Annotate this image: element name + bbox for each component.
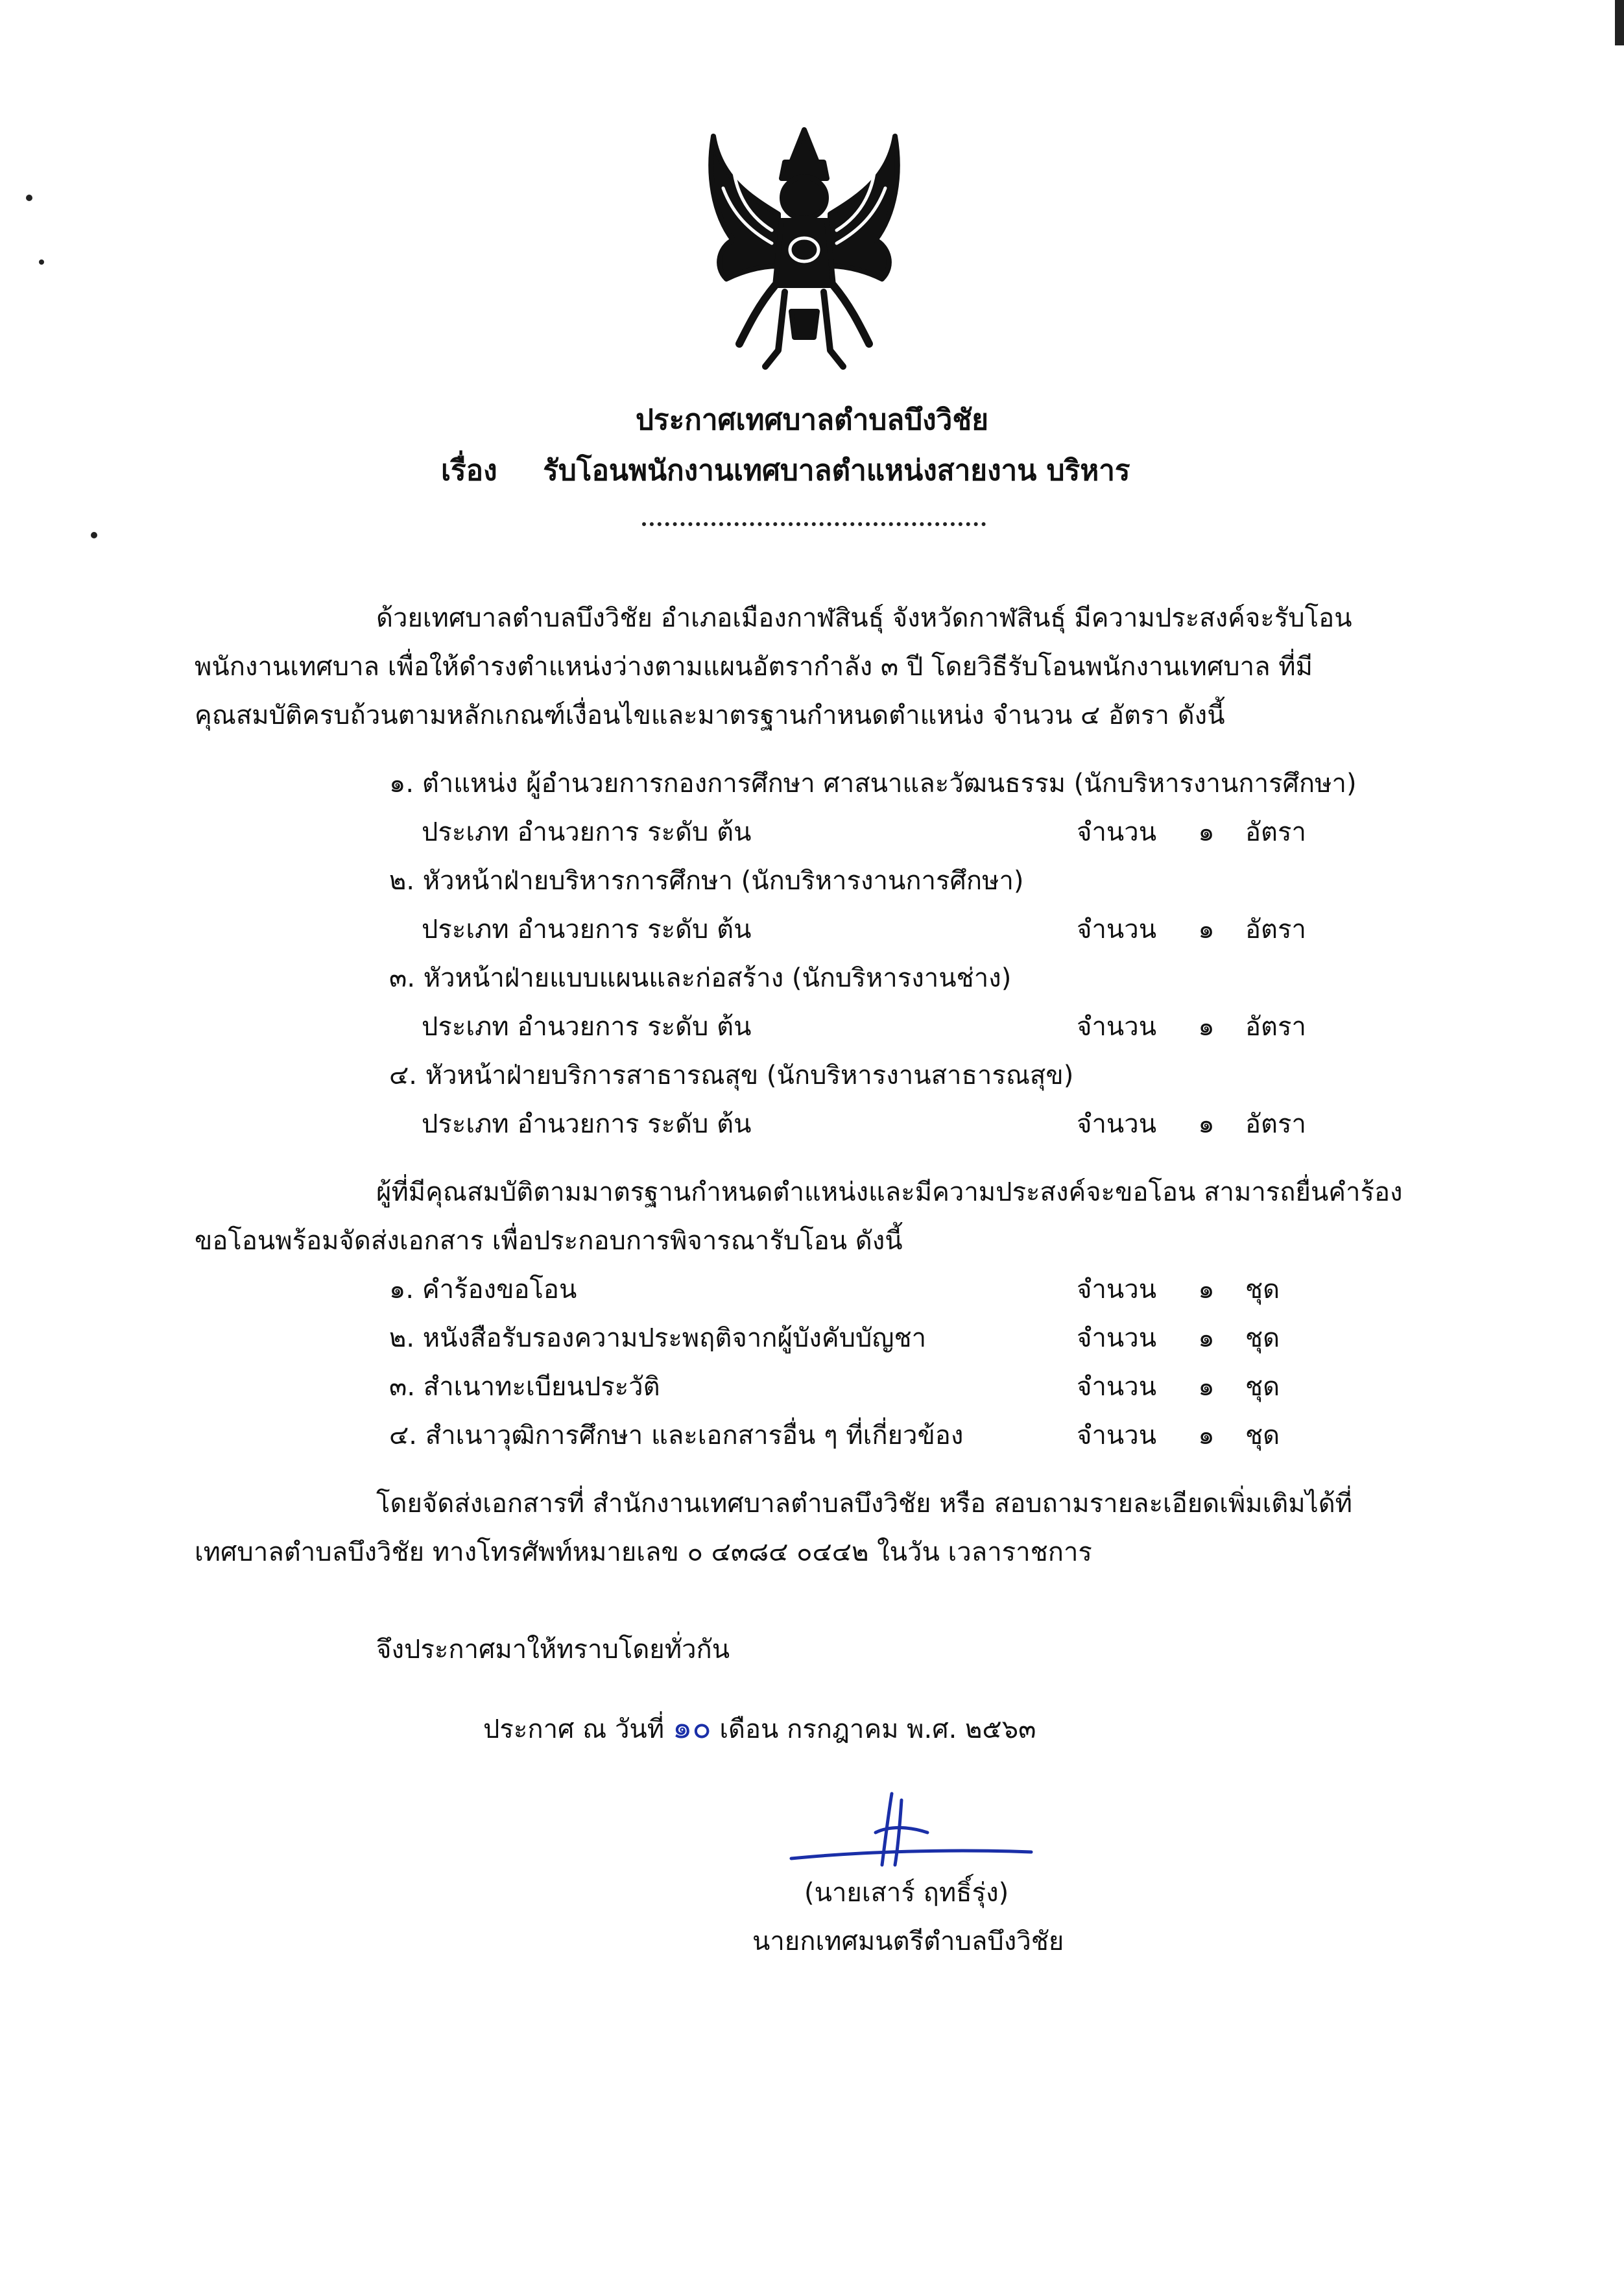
position-detail: ประเภท อำนวยการ ระดับ ต้น — [422, 1109, 752, 1139]
announcement-subject — [441, 448, 1130, 493]
signatory-position: นายกเทศมนตรีตำบลบึงวิชัย — [752, 1927, 1064, 1956]
title-divider — [642, 522, 986, 526]
date-day: ๑๐ — [672, 1709, 711, 1746]
announcement-title: ประกาศเทศบาลตำบลบึงวิชัย — [636, 403, 988, 437]
scan-speck — [39, 259, 44, 265]
intro-line-1: ด้วยเทศบาลตำบลบึงวิชัย อำเภอเมืองกาฬสินธุ์ จังหวัดกาฬสินธุ์ มีความประสงค์จะรับโอน — [376, 603, 1352, 633]
subject-text: รับโอนพนักงานเทศบาลตำแหน่งสายงาน บริหาร — [543, 454, 1130, 487]
closing-statement: จึงประกาศมาให้ทราบโดยทั่วกัน — [376, 1635, 730, 1665]
scan-speck — [91, 532, 97, 538]
document-item: ๒. หนังสือรับรองความประพฤติจากผู้บังคับบัญชา — [389, 1323, 927, 1353]
document-item: ๑. คำร้องขอโอน — [389, 1275, 577, 1305]
document-item: ๔. สำเนาวุฒิการศึกษา และเอกสารอื่น ๆ ที่เกี่ยวข้อง — [389, 1421, 964, 1450]
garuda-emblem-icon — [687, 117, 921, 376]
position-detail: ประเภท อำนวยการ ระดับ ต้น — [422, 915, 752, 944]
position-title: ๔. หัวหน้าฝ่ายบริการสาธารณสุข (นักบริหารงานสาธารณสุข) — [389, 1061, 1074, 1090]
subject-label: เรื่อง — [441, 454, 497, 487]
document-item: ๓. สำเนาทะเบียนประวัติ — [389, 1372, 660, 1402]
announcement-date — [483, 1703, 1036, 1752]
intro-line-3: คุณสมบัติครบถ้วนตามหลักเกณฑ์เงื่อนไขและมาตรฐานกำหนดตำแหน่ง จำนวน ๔ อัตรา ดังนี้ — [195, 701, 1225, 730]
position-title: ๒. หัวหน้าฝ่ายบริหารการศึกษา (นักบริหารงานการศึกษา) — [389, 866, 1024, 896]
scan-speck — [26, 195, 32, 201]
position-title: ๑. ตำแหน่ง ผู้อำนวยการกองการศึกษา ศาสนาและวัฒนธรรม (นักบริหารงานการศึกษา) — [389, 769, 1357, 799]
documents-intro-line-2: ขอโอนพร้อมจัดส่งเอกสาร เพื่อประกอบการพิจารณารับโอน ดังนี้ — [195, 1226, 903, 1256]
intro-line-2: พนักงานเทศบาล เพื่อให้ดำรงตำแหน่งว่างตามแผนอัตรากำลัง ๓ ปี โดยวิธีรับโอนพนักงานเทศบาล ที่มี — [195, 652, 1313, 682]
position-title: ๓. หัวหน้าฝ่ายแบบแผนและก่อสร้าง (นักบริหารงานช่าง) — [389, 963, 1012, 993]
documents-intro-line-1: ผู้ที่มีคุณสมบัติตามมาตรฐานกำหนดตำแหน่งและมีความประสงค์จะขอโอน สามารถยื่นคำร้อง — [376, 1177, 1403, 1207]
scan-speck — [1615, 0, 1624, 45]
date-suffix: เดือน กรกฎาคม พ.ศ. ๒๕๖๓ — [719, 1714, 1036, 1744]
signature-scribble — [778, 1787, 1038, 1878]
signatory-name: (นายเสาร์ ฤทธิ์รุ่ง) — [804, 1878, 1009, 1908]
contact-line-2: เทศบาลตำบลบึงวิชัย ทางโทรศัพท์หมายเลข ๐ ๔๓๘๔ ๐๔๔๒ ในวัน เวลาราชการ — [195, 1537, 1092, 1567]
date-prefix: ประกาศ ณ วันที่ — [483, 1714, 665, 1744]
position-detail: ประเภท อำนวยการ ระดับ ต้น — [422, 817, 752, 847]
position-detail: ประเภท อำนวยการ ระดับ ต้น — [422, 1012, 752, 1042]
contact-line-1: โดยจัดส่งเอกสารที่ สำนักงานเทศบาลตำบลบึงวิชัย หรือ สอบถามรายละเอียดเพิ่มเติมได้ที่ — [376, 1489, 1353, 1519]
